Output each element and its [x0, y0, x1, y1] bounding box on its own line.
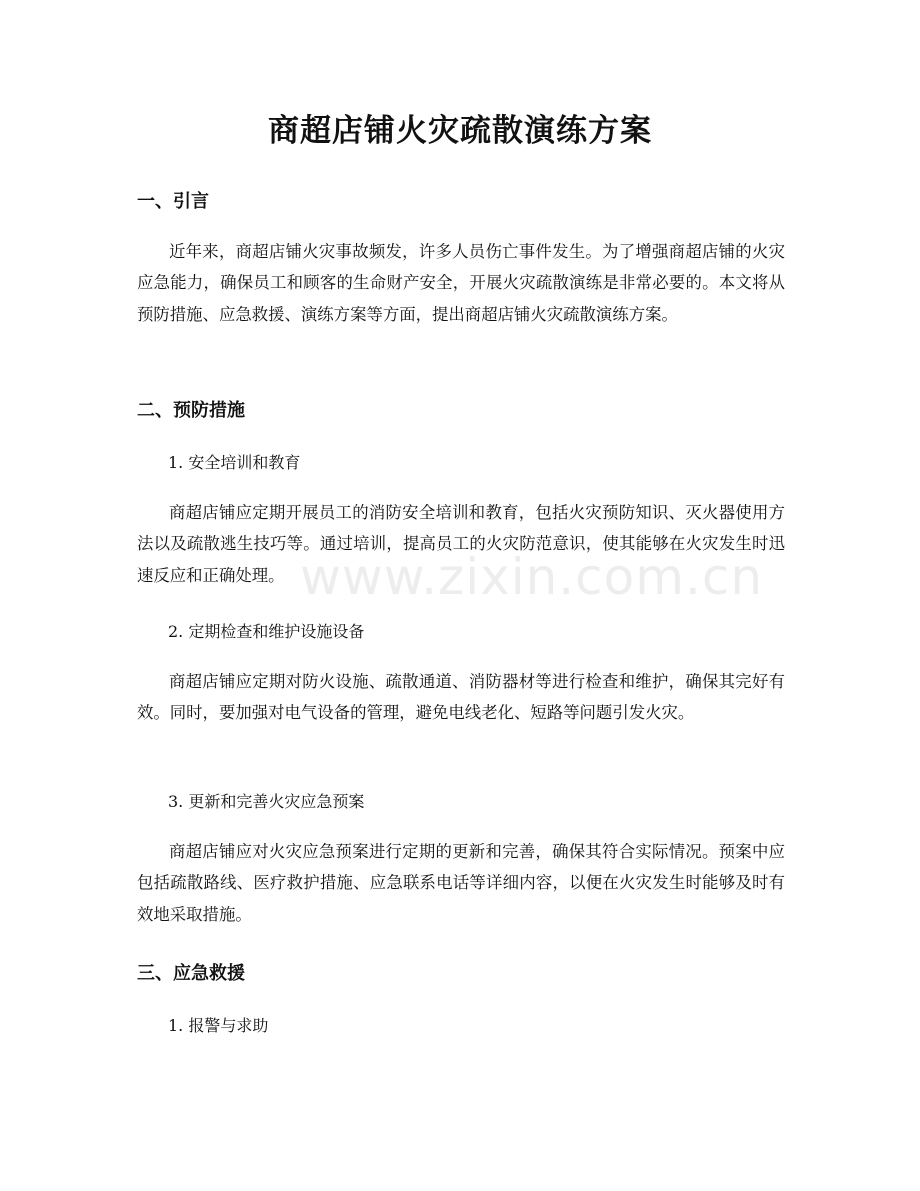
- section-heading-prevention: 二、预防措施: [137, 400, 245, 421]
- document-title: 商超店铺火灾疏散演练方案: [268, 113, 652, 149]
- section-heading-emergency-rescue: 三、应急救援: [137, 963, 245, 984]
- safety-training-paragraph: 商超店铺应定期开展员工的消防安全培训和教育，包括火灾预防知识、灭火器使用方法以及疏散逃生技巧等。通过培训，提高员工的火灾防范意识，使其能够在火灾发生时迅速反应和正确处理。: [137, 503, 785, 585]
- subheading-safety-training: 1. 安全培训和教育: [168, 453, 301, 472]
- emergency-plan-paragraph: 商超店铺应对火灾应急预案进行定期的更新和完善，确保其符合实际情况。预案中应包括疏散路线、医疗救护措施、应急联系电话等详细内容，以便在火灾发生时能够及时有效地采取措施。: [137, 842, 785, 924]
- subheading-facility-inspection: 2. 定期检查和维护设施设备: [168, 622, 365, 641]
- facility-inspection-paragraph: 商超店铺应定期对防火设施、疏散通道、消防器材等进行检查和维护，确保其完好有效。同时，要加强对电气设备的管理，避免电线老化、短路等问题引发火灾。: [137, 672, 785, 723]
- subheading-alarm-help: 1. 报警与求助: [168, 1016, 269, 1035]
- watermark-text: www.zixin.com.cn: [300, 548, 764, 606]
- introduction-paragraph: 近年来，商超店铺火灾事故频发，许多人员伤亡事件发生。为了增强商超店铺的火灾应急能力，确保员工和顾客的生命财产安全，开展火灾疏散演练是非常必要的。本文将从预防措施、应急救援、演练方案等方面，提出商超店铺火灾疏散演练方案。: [137, 242, 785, 324]
- section-heading-introduction: 一、引言: [137, 191, 209, 212]
- subheading-emergency-plan: 3. 更新和完善火灾应急预案: [168, 792, 365, 811]
